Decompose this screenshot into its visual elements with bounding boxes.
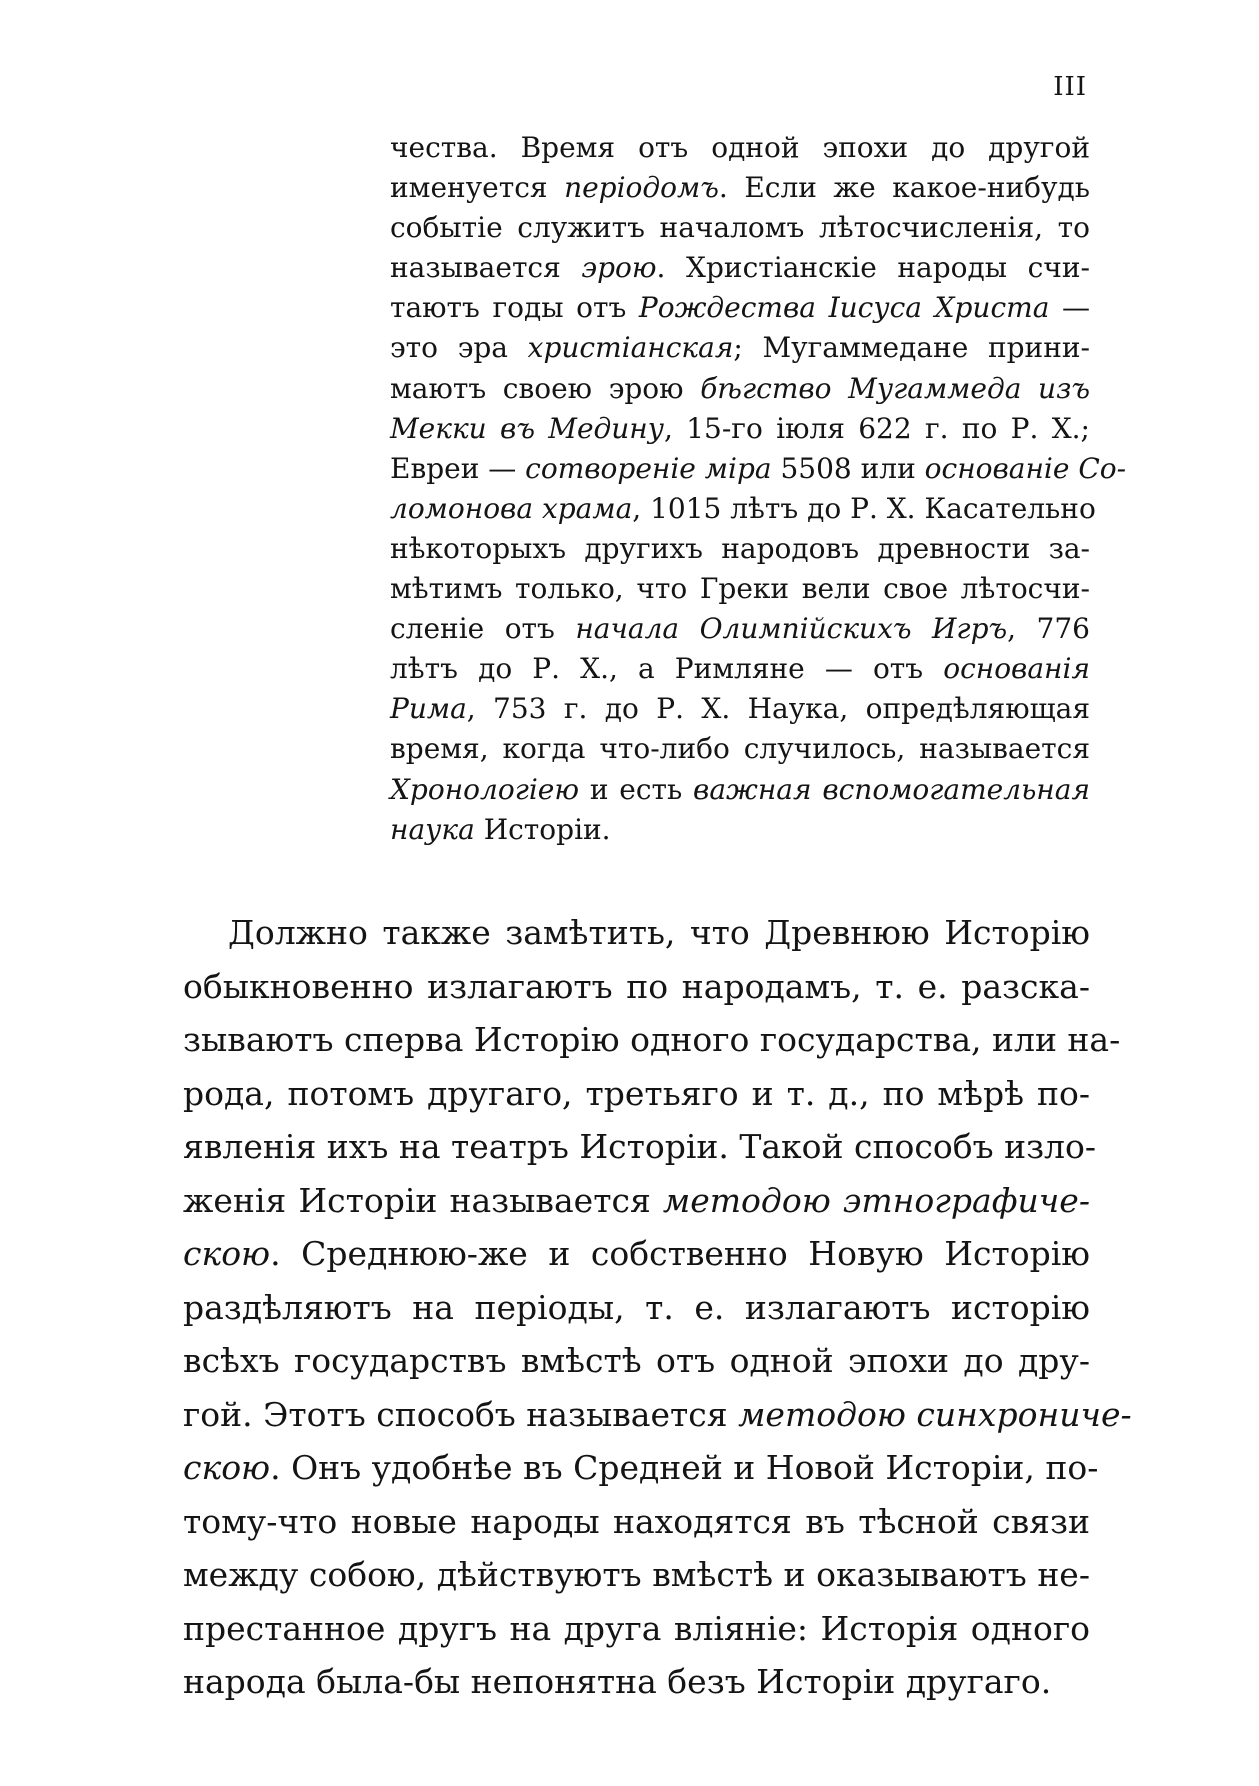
note-line: Хронологіею и есть важная вспомогательная: [390, 772, 1090, 806]
note-line: называется эрою. Христіанскіе народы счи-: [390, 251, 1090, 285]
note-line: событіе служитъ началомъ лѣтосчисленія, то: [390, 211, 1090, 245]
note-line: ломонова храма, 1015 лѣтъ до Р. Х. Касательно: [390, 491, 1096, 525]
main-line: гой. Этотъ способъ называется методою синхрониче-: [183, 1394, 1132, 1434]
main-line: престанное другъ на друга вліяніе: Исторія одного: [183, 1608, 1090, 1648]
note-line: это эра христіанская; Мугаммедане прини-: [390, 331, 1090, 365]
note-line: сленіе отъ начала Олимпійскихъ Игръ, 776: [390, 612, 1090, 646]
note-line: время, когда что-либо случилось, называется: [390, 732, 1090, 766]
footnote-block: [390, 128, 1127, 850]
note-line: именуется періодомъ. Если же какое-нибудь: [390, 171, 1090, 205]
note-line: Мекки въ Медину, 15-го іюля 622 г. по Р. Х.;: [390, 411, 1090, 445]
main-line: скою. Среднюю-же и собственно Новую Исторію: [183, 1234, 1090, 1273]
main-line: скою. Онъ удобнѣе въ Средней и Новой Исторіи, по-: [183, 1448, 1099, 1487]
main-line: женія Исторіи называется методою этнографиче-: [183, 1180, 1090, 1220]
note-line: чества. Время отъ одной эпохи до другой: [390, 131, 1090, 164]
note-line: Евреи — сотвореніе міра 5508 или основаніе Со-: [390, 451, 1127, 485]
main-line: явленія ихъ на театръ Исторіи. Такой способъ изло-: [183, 1127, 1097, 1166]
main-line: зываютъ сперва Исторію одного государства, или на-: [183, 1020, 1121, 1059]
note-line: маютъ своею эрою бѣгство Мугаммеда изъ: [390, 371, 1090, 405]
main-line: Должно также замѣтить, что Древнюю Исторію: [228, 913, 1090, 952]
main-line: между собою, дѣйствуютъ вмѣстѣ и оказываютъ не-: [183, 1555, 1090, 1594]
main-line: народа была-бы непонятна безъ Исторіи другаго.: [183, 1662, 1052, 1701]
main-line: обыкновенно излагаютъ по народамъ, т. е. разска-: [183, 966, 1090, 1006]
main-line: тому-что новые народы находятся въ тѣсной связи: [183, 1501, 1090, 1541]
note-line: нѣкоторыхъ другихъ народовъ древности за-: [390, 531, 1090, 565]
page-number: III: [1053, 72, 1087, 102]
main-line: всѣхъ государствъ вмѣстѣ отъ одной эпохи до дру-: [183, 1341, 1090, 1380]
main-paragraph: [183, 906, 1132, 1709]
note-line: мѣтимъ только, что Греки вели свое лѣтосчи-: [390, 572, 1090, 606]
note-line: Рима, 753 г. до Р. Х. Наука, опредѣляющая: [390, 692, 1090, 726]
note-line: лѣтъ до Р. Х., а Римляне — отъ основанія: [390, 652, 1090, 686]
main-line: раздѣляютъ на періоды, т. е. излагаютъ исторію: [183, 1287, 1090, 1327]
note-line: наука Исторіи.: [390, 812, 611, 846]
main-line: рода, потомъ другаго, третьяго и т. д., по мѣрѣ по-: [183, 1073, 1090, 1113]
note-line: таютъ годы отъ Рождества Іисуса Христа —: [390, 291, 1091, 325]
